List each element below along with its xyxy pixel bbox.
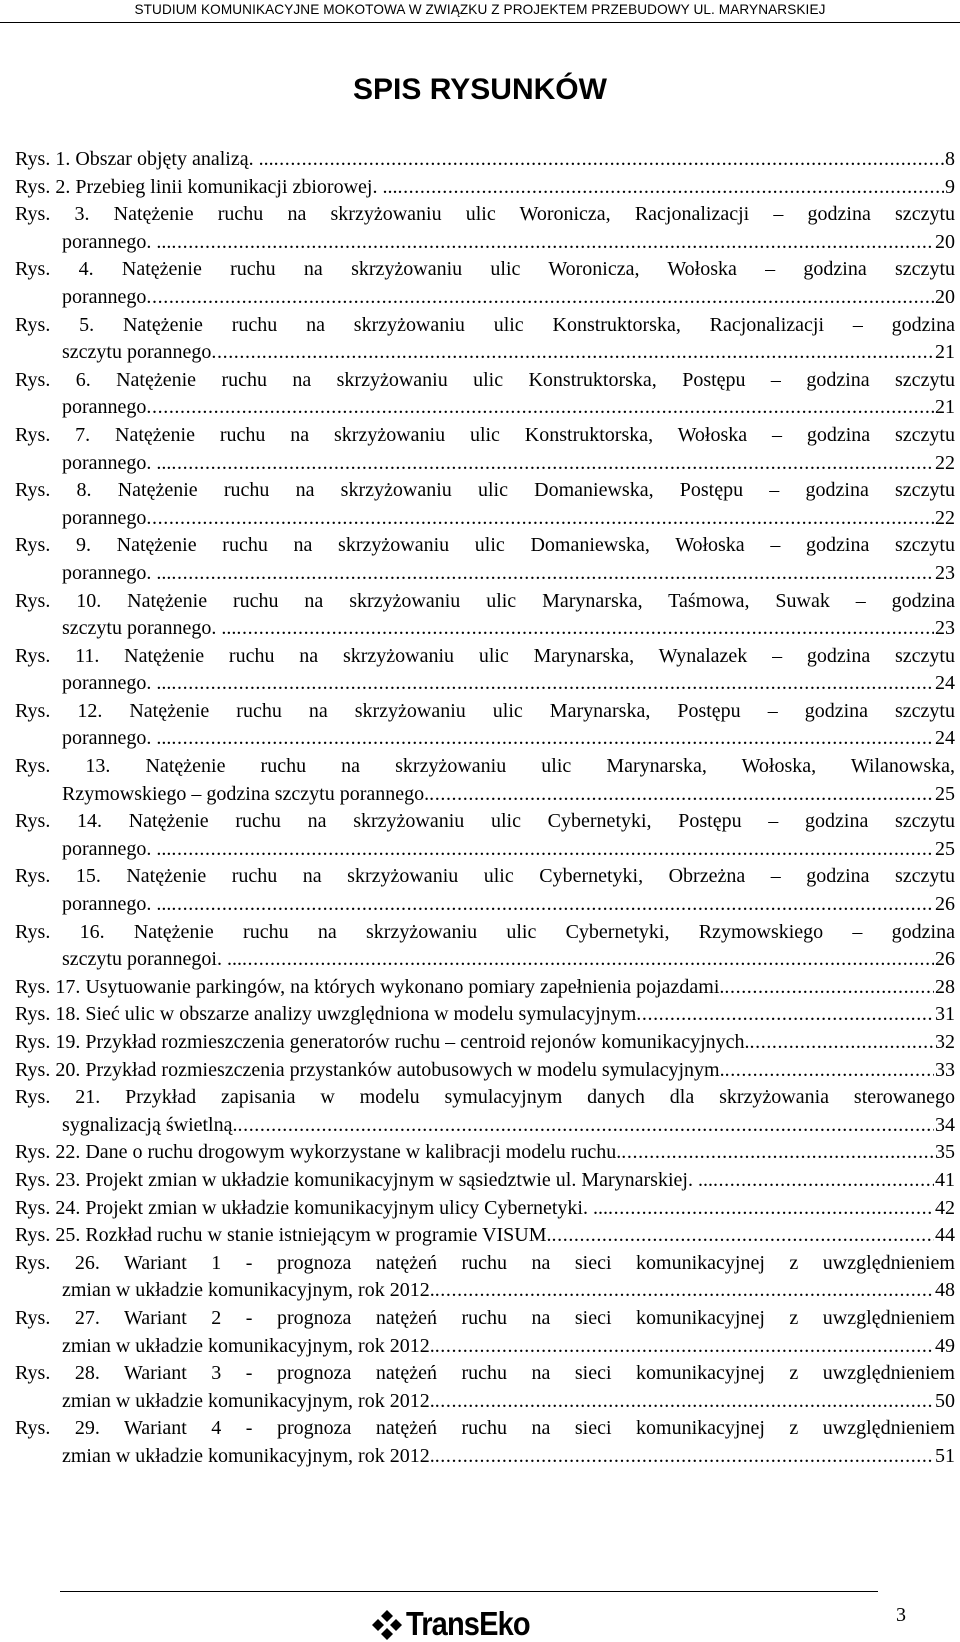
toc-entry-text: porannego. ... (62, 451, 172, 474)
toc-entry-text: porannego. ... (62, 727, 172, 750)
toc-page-number: 25 (935, 782, 955, 805)
toc-entry[interactable] (15, 863, 955, 918)
toc-entry-text: zmian w układzie komunikacyjnym, rok 2012. (62, 1334, 435, 1357)
dot-leader (236, 615, 934, 643)
dot-leader (171, 670, 934, 698)
toc-entry[interactable] (15, 1222, 955, 1250)
dot-leader (238, 1112, 935, 1140)
logo-text: TransEko (406, 1605, 530, 1642)
toc-page-number: 8 (945, 148, 955, 170)
toc-entry[interactable] (15, 1057, 955, 1085)
toc-entry-text: Rys. 21. Przykład zapisania w modelu symulacyjnym danych dla skrzyżowania sterowanego (15, 1086, 955, 1109)
toc-page-number: 48 (935, 1279, 955, 1302)
toc-entry-text: Rys. 6. Natężenie ruchu na skrzyżowaniu ulic Konstruktorska, Postępu – godzina szczytu (15, 368, 955, 391)
toc-page-number: 44 (935, 1224, 955, 1247)
toc-page-number: 41 (935, 1168, 955, 1191)
toc-entry-text: szczytu porannegoi. ... (62, 948, 242, 971)
toc-page-number: 25 (935, 837, 955, 860)
toc-entry-text: porannego (62, 396, 147, 419)
toc-entry[interactable] (15, 312, 955, 367)
dot-leader (713, 1167, 934, 1195)
toc-entry[interactable] (15, 753, 955, 808)
toc-entry-text: Rys. 26. Wariant 1 - prognoza natężeń ruchu na sieci komunikacyjnej z uwzględnieniem (15, 1251, 955, 1274)
toc-entry[interactable] (15, 174, 955, 202)
toc-entry[interactable] (15, 643, 955, 698)
toc-page-number: 34 (935, 1113, 955, 1136)
toc-entry[interactable] (15, 1305, 955, 1360)
toc-entry-text: Rys. 18. Sieć ulic w obszarze analizy uwzględniona w modelu symulacyjnym (15, 1003, 637, 1026)
dot-leader (171, 229, 934, 257)
header-text: STUDIUM KOMUNIKACYJNE MOKOTOWA W ZWIĄZKU Z PROJEKTEM PRZEBUDOWY UL. MARYNARSKIEJ (134, 2, 826, 17)
toc-entry-text: Rys. 3. Natężenie ruchu na skrzyżowaniu ulic Woronicza, Racjonalizacji – godzina szczytu (15, 203, 955, 226)
toc-entry[interactable] (15, 808, 955, 863)
dot-leader (435, 1333, 934, 1361)
toc-page-number: 23 (935, 561, 955, 584)
dot-leader (397, 174, 944, 202)
toc-entry[interactable] (15, 698, 955, 753)
toc-entry[interactable] (15, 1415, 955, 1470)
toc-entry-text: Rys. 23. Projekt zmian w układzie komunikacyjnym w sąsiedztwie ul. Marynarskiej. ... (15, 1168, 713, 1191)
dot-leader (211, 339, 934, 367)
toc-entry-text: Rys. 25. Rozkład ruchu w stanie istniejącym w programie VISUM. (15, 1224, 552, 1247)
toc-page-number: 50 (935, 1389, 955, 1412)
dot-leader (435, 1443, 934, 1471)
toc-entry[interactable] (15, 1029, 955, 1057)
toc-entry[interactable] (15, 919, 955, 974)
toc-page-number: 22 (935, 506, 955, 529)
dot-leader (171, 450, 934, 478)
toc-entry-text: porannego. ... (62, 893, 172, 916)
toc-entry-text: porannego. ... (62, 672, 172, 695)
dot-leader (171, 836, 934, 864)
dot-leader (171, 891, 934, 919)
toc-entry-text: porannego (62, 285, 147, 308)
toc-entry[interactable] (15, 1167, 955, 1195)
running-header (0, 0, 960, 23)
toc-entry-text: Rys. 15. Natężenie ruchu na skrzyżowaniu ulic Cybernetyki, Obrzeżna – godzina szczytu (15, 865, 955, 888)
dot-leader (171, 560, 934, 588)
dot-leader (146, 394, 934, 422)
toc-entry-text: Rys. 9. Natężenie ruchu na skrzyżowaniu ulic Domaniewska, Wołoska – godzina szczytu (15, 534, 955, 557)
toc-entry[interactable] (15, 1250, 955, 1305)
dot-leader (725, 1057, 934, 1085)
toc-entry-text: Rys. 17. Usytuowanie parkingów, na których wykonano pomiary zapełnienia pojazdami. (15, 975, 725, 998)
dot-leader (636, 1001, 934, 1029)
dot-leader (724, 974, 934, 1002)
toc-entry[interactable] (15, 477, 955, 532)
toc-entry-text: porannego. ... (62, 230, 172, 253)
toc-entry-text: porannego (62, 506, 147, 529)
toc-page-number: 31 (935, 1003, 955, 1026)
toc-entry-text: sygnalizacją świetlną. (62, 1113, 238, 1136)
dot-leader (435, 1277, 934, 1305)
toc-page-number: 24 (935, 672, 955, 695)
toc-entry-text: Rys. 27. Wariant 2 - prognoza natężeń ruchu na sieci komunikacyjnej z uwzględnieniem (15, 1306, 955, 1329)
toc-page-number: 26 (935, 948, 955, 971)
toc-page-number: 22 (935, 451, 955, 474)
dot-leader (429, 781, 934, 809)
toc-entry[interactable] (15, 588, 955, 643)
toc-entry[interactable] (15, 1001, 955, 1029)
toc-entry-text: Rzymowskiego – godzina szczytu porannego. (62, 782, 430, 805)
toc-entry-text: Rys. 7. Natężenie ruchu na skrzyżowaniu ulic Konstruktorska, Wołoska – godzina szczytu (15, 423, 955, 446)
toc-entry[interactable] (15, 1360, 955, 1415)
page-title: SPIS RYSUNKÓW (353, 73, 607, 106)
dot-leader (750, 1029, 934, 1057)
toc-entry-text: Rys. 12. Natężenie ruchu na skrzyżowaniu ulic Marynarska, Postępu – godzina szczytu (15, 699, 955, 722)
toc-entry-text: Rys. 29. Wariant 4 - prognoza natężeń ruchu na sieci komunikacyjnej z uwzględnieniem (15, 1417, 955, 1440)
dot-leader (621, 1139, 934, 1167)
footer-rule (60, 1591, 878, 1592)
dot-leader (435, 1388, 934, 1416)
toc-page-number: 23 (935, 617, 955, 640)
toc-entry[interactable] (15, 367, 955, 422)
toc-entry[interactable] (15, 146, 955, 174)
toc-entry-text: zmian w układzie komunikacyjnym, rok 2012. (62, 1279, 435, 1302)
toc-entry[interactable] (15, 974, 955, 1002)
toc-page-number: 49 (935, 1334, 955, 1357)
toc-entry-text: Rys. 28. Wariant 3 - prognoza natężeń ruchu na sieci komunikacyjnej z uwzględnieniem (15, 1362, 955, 1385)
page-number: 3 (896, 1604, 906, 1626)
toc-entry-text: zmian w układzie komunikacyjnym, rok 2012. (62, 1444, 435, 1467)
toc-page-number: 35 (935, 1141, 955, 1164)
toc-page-number: 32 (935, 1031, 955, 1053)
toc-entry[interactable] (15, 1195, 955, 1223)
toc-entry[interactable] (15, 1139, 955, 1167)
toc-entry-text: Rys. 22. Dane o ruchu drogowym wykorzystane w kalibracji modelu ruchu. (15, 1141, 622, 1164)
toc-entry-text: Rys. 14. Natężenie ruchu na skrzyżowaniu ulic Cybernetyki, Postępu – godzina szczytu (15, 810, 955, 833)
toc-entry-text: Rys. 13. Natężenie ruchu na skrzyżowaniu ulic Marynarska, Wołoska, Wilanowska, (15, 755, 955, 778)
toc-entry[interactable] (15, 532, 955, 587)
dot-leader (608, 1195, 934, 1223)
toc-entry-text: Rys. 11. Natężenie ruchu na skrzyżowaniu ulic Marynarska, Wynalazek – godzina szczytu (15, 644, 955, 667)
toc-entry-text: Rys. 4. Natężenie ruchu na skrzyżowaniu ulic Woronicza, Wołoska – godzina szczytu (15, 258, 955, 281)
dot-leader (146, 284, 934, 312)
transeko-logo-icon (372, 1610, 402, 1640)
toc-entry[interactable] (15, 201, 955, 256)
toc-entry-text: porannego. ... (62, 561, 172, 584)
toc-entry-text: porannego. ... (62, 837, 172, 860)
toc-page-number: 21 (935, 396, 955, 419)
dot-leader (274, 146, 944, 174)
toc-entry-text: Rys. 19. Przykład rozmieszczenia generatorów ruchu – centroid rejonów komunikacyjnych. (15, 1031, 750, 1053)
figure-list (15, 146, 955, 1471)
toc-entry-text: Rys. 16. Natężenie ruchu na skrzyżowaniu ulic Cybernetyki, Rzymowskiego – godzina (15, 920, 955, 943)
toc-entry-text: szczytu porannego (62, 341, 212, 364)
toc-entry-text: Rys. 10. Natężenie ruchu na skrzyżowaniu ulic Marynarska, Taśmowa, Suwak – godzina (15, 589, 955, 612)
toc-entry-text: zmian w układzie komunikacyjnym, rok 2012. (62, 1389, 435, 1412)
toc-entry-text: Rys. 8. Natężenie ruchu na skrzyżowaniu ulic Domaniewska, Postępu – godzina szczytu (15, 479, 955, 502)
toc-page-number: 9 (945, 175, 955, 198)
toc-entry-text: Rys. 1. Obszar objęty analizą. ... (15, 148, 274, 170)
toc-entry-text: Rys. 5. Natężenie ruchu na skrzyżowaniu ulic Konstruktorska, Racjonalizacji – godzina (15, 313, 955, 336)
toc-page-number: 28 (935, 975, 955, 998)
toc-entry[interactable] (15, 1084, 955, 1139)
toc-page-number: 20 (935, 285, 955, 308)
toc-page-number: 26 (935, 893, 955, 916)
toc-entry[interactable] (15, 256, 955, 311)
toc-page-number: 51 (935, 1444, 955, 1467)
dot-leader (552, 1222, 934, 1250)
toc-page-number: 21 (935, 341, 955, 364)
toc-page-number: 42 (935, 1196, 955, 1219)
dot-leader (242, 946, 934, 974)
toc-entry-text: Rys. 2. Przebieg linii komunikacji zbiorowej. ... (15, 175, 398, 198)
dot-leader (146, 505, 934, 533)
transeko-logo (372, 1606, 547, 1640)
toc-entry-text: szczytu porannego. ... (62, 617, 237, 640)
toc-page-number: 24 (935, 727, 955, 750)
toc-page-number: 20 (935, 230, 955, 253)
toc-entry-text: Rys. 24. Projekt zmian w układzie komunikacyjnym ulicy Cybernetyki. ... (15, 1196, 608, 1219)
toc-entry-text: Rys. 20. Przykład rozmieszczenia przystanków autobusowych w modelu symulacyjnym. (15, 1058, 725, 1081)
toc-entry[interactable] (15, 422, 955, 477)
toc-page-number: 33 (935, 1058, 955, 1081)
dot-leader (171, 725, 934, 753)
